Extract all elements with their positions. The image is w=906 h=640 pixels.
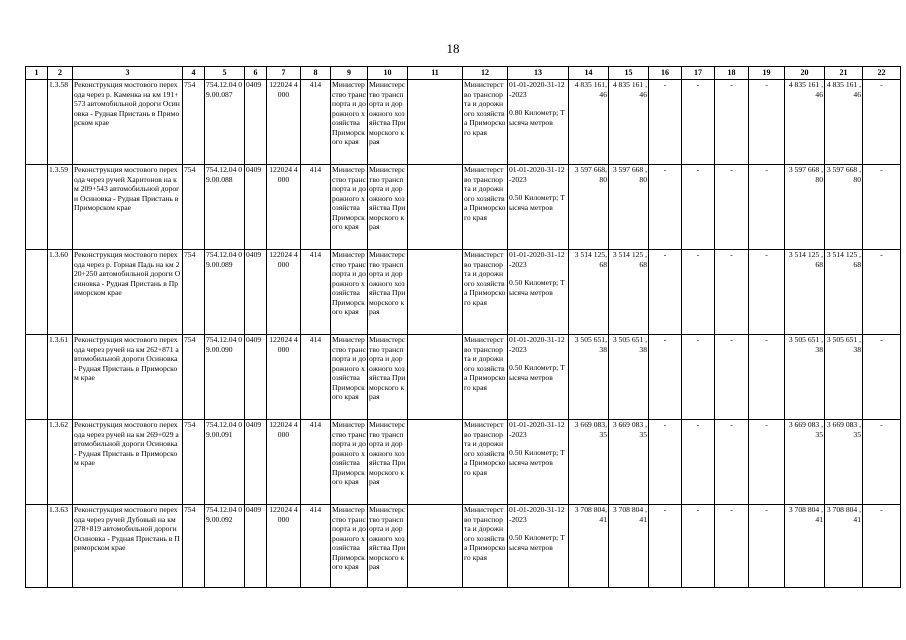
table-cell xyxy=(26,335,48,420)
table-cell xyxy=(508,250,569,335)
page-number: 18 xyxy=(446,41,460,56)
column-header: 1 xyxy=(26,67,48,80)
table-cell: 122024 4000 xyxy=(267,250,301,335)
table-cell: 0409 xyxy=(245,420,267,505)
table-cell: - xyxy=(749,505,785,588)
column-header: 16 xyxy=(649,67,682,80)
table-cell: 3 669 083, 35 xyxy=(569,420,609,505)
table-cell: - xyxy=(715,505,749,588)
table-row xyxy=(26,505,901,588)
table-cell: 754.12.04 09.00.089 xyxy=(205,250,245,335)
table-cell: 3 514 125 ,68 xyxy=(825,250,863,335)
table-row xyxy=(26,250,901,335)
table-cell: 3 708 804 ,41 xyxy=(609,505,649,588)
period-text: 01-01-2020-31-12-2023 xyxy=(509,165,565,184)
table-cell: - xyxy=(649,420,682,505)
table-cell: 122024 4000 xyxy=(267,335,301,420)
table-cell: Реконструкция мостового перехода через ручей на км 262+871 автомобильной дороги Осиновка - Рудная Пристань в Приморском крае xyxy=(73,335,183,420)
table-cell: Министерство транспорта и дорожного хозяйства Приморского края xyxy=(331,505,368,588)
table-cell: 3 505 651 ,38 xyxy=(785,335,825,420)
table-row xyxy=(26,80,901,165)
table-cell: Реконструкция мостового перехода через ручей на км 269+029 автомобильной дороги Осиновка - Рудная Пристань в Приморском крае xyxy=(73,420,183,505)
table-cell: 754 xyxy=(183,165,205,250)
table-cell: - xyxy=(863,250,901,335)
table-cell: Министерство транспорта и дорожного хозяйства Приморского края xyxy=(463,505,508,588)
table-cell: 3 597 668 ,80 xyxy=(825,165,863,250)
table-cell: Министерство транспорта и дорожного хозяйства Приморского края xyxy=(368,505,408,588)
table-cell: - xyxy=(682,80,715,165)
table-cell: - xyxy=(649,335,682,420)
table-cell: Министерство транспорта и дорожного хозяйства Приморского края xyxy=(368,165,408,250)
table-cell: 3 597 668, 80 xyxy=(569,165,609,250)
table-cell: 0409 xyxy=(245,80,267,165)
table-cell: - xyxy=(649,250,682,335)
table-cell: 1.3.63 xyxy=(48,505,73,588)
table-cell: 414 xyxy=(301,420,331,505)
column-header: 10 xyxy=(368,67,408,80)
capacity-text: 0.50 Километр; Тысяча метров xyxy=(509,278,565,297)
table-cell: Министерство транспорта и дорожного хозяйства Приморского края xyxy=(368,80,408,165)
table-cell: 1.3.61 xyxy=(48,335,73,420)
table-cell: - xyxy=(749,165,785,250)
column-header: 17 xyxy=(682,67,715,80)
column-header: 8 xyxy=(301,67,331,80)
header-row xyxy=(26,67,901,80)
table-cell: - xyxy=(682,335,715,420)
table-cell: 414 xyxy=(301,80,331,165)
column-header: 7 xyxy=(267,67,301,80)
table-cell: Министерство транспорта и дорожного хозяйства Приморского края xyxy=(331,165,368,250)
table-cell: 414 xyxy=(301,505,331,588)
table-cell: 0409 xyxy=(245,165,267,250)
table-cell: 0409 xyxy=(245,250,267,335)
table-cell: - xyxy=(863,165,901,250)
table-cell: - xyxy=(863,505,901,588)
table-cell xyxy=(408,250,463,335)
table-cell: - xyxy=(749,335,785,420)
table-cell: 3 669 083 ,35 xyxy=(609,420,649,505)
table-cell: 122024 4000 xyxy=(267,80,301,165)
table-cell: 754.12.04 09.00.092 xyxy=(205,505,245,588)
table-cell xyxy=(26,165,48,250)
table-cell: - xyxy=(682,505,715,588)
table-cell: - xyxy=(863,335,901,420)
table-cell: 4 835 161, 46 xyxy=(569,80,609,165)
table-cell: 4 835 161 ,46 xyxy=(785,80,825,165)
table-cell: 1.3.58 xyxy=(48,80,73,165)
table-cell: Реконструкция мостового перехода через р. Каменка на км 191+573 автомобильной дороги Осиновка - Рудная Пристань в Приморском крае xyxy=(73,80,183,165)
capacity-text: 0.50 Километр; Тысяча метров xyxy=(509,533,565,552)
table-cell: 3 505 651 ,38 xyxy=(609,335,649,420)
table-cell: - xyxy=(649,80,682,165)
column-header: 22 xyxy=(863,67,901,80)
table-cell xyxy=(508,505,569,588)
capacity-text: 0.50 Километр; Тысяча метров xyxy=(509,448,565,467)
table-cell: 1.3.60 xyxy=(48,250,73,335)
register-table xyxy=(25,66,901,588)
table-cell xyxy=(26,505,48,588)
table-cell: 1.3.59 xyxy=(48,165,73,250)
column-header: 5 xyxy=(205,67,245,80)
table-cell: 3 708 804 ,41 xyxy=(825,505,863,588)
column-header: 18 xyxy=(715,67,749,80)
table-cell: 414 xyxy=(301,250,331,335)
table-cell: 3 514 125 ,68 xyxy=(785,250,825,335)
table-cell: 4 835 161 ,46 xyxy=(609,80,649,165)
table-cell: Министерство транспорта и дорожного хозяйства Приморского края xyxy=(368,250,408,335)
table-cell: 3 708 804 ,41 xyxy=(785,505,825,588)
table-cell: Министерство транспорта и дорожного хозяйства Приморского края xyxy=(463,250,508,335)
table-cell: Реконструкция мостового перехода через р. Горная Падь на км 220+250 автомобильной дороги Осиновка - Рудная Пристань в Приморском крае xyxy=(73,250,183,335)
table-cell: 3 597 668 ,80 xyxy=(609,165,649,250)
table-cell xyxy=(408,335,463,420)
table-cell: - xyxy=(682,250,715,335)
column-header: 15 xyxy=(609,67,649,80)
table-cell: 754 xyxy=(183,420,205,505)
table-cell: 122024 4000 xyxy=(267,505,301,588)
table-cell: - xyxy=(715,335,749,420)
table-cell xyxy=(508,420,569,505)
table-cell: - xyxy=(715,165,749,250)
table-cell: 414 xyxy=(301,335,331,420)
table-cell: 754 xyxy=(183,80,205,165)
column-header: 9 xyxy=(331,67,368,80)
period-text: 01-01-2020-31-12-2023 xyxy=(509,335,565,354)
table-cell: 754.12.04 09.00.088 xyxy=(205,165,245,250)
table-cell: 3 597 668 ,80 xyxy=(785,165,825,250)
table-cell xyxy=(408,505,463,588)
capacity-text: 0.50 Километр; Тысяча метров xyxy=(509,193,565,212)
period-text: 01-01-2020-31-12-2023 xyxy=(509,250,565,269)
column-header: 12 xyxy=(463,67,508,80)
table-cell: Министерство транспорта и дорожного хозяйства Приморского края xyxy=(463,80,508,165)
table-row xyxy=(26,420,901,505)
table-cell: - xyxy=(715,420,749,505)
column-header: 21 xyxy=(825,67,863,80)
table-cell xyxy=(26,250,48,335)
table-cell: Реконструкция мостового перехода через ручей Харитонов на км 209+543 автомобильной дороги Осиновка - Рудная Пристань в Приморском крае xyxy=(73,165,183,250)
table-cell: 122024 4000 xyxy=(267,165,301,250)
table-cell xyxy=(408,165,463,250)
table-cell xyxy=(26,80,48,165)
table-cell: - xyxy=(863,420,901,505)
table-cell: 754.12.04 09.00.090 xyxy=(205,335,245,420)
column-header: 6 xyxy=(245,67,267,80)
table-body xyxy=(26,80,901,588)
table-cell: 3 669 083 ,35 xyxy=(825,420,863,505)
table-cell: Министерство транспорта и дорожного хозяйства Приморского края xyxy=(463,335,508,420)
table-cell xyxy=(508,165,569,250)
column-header: 11 xyxy=(408,67,463,80)
table-cell: 4 835 161 ,46 xyxy=(825,80,863,165)
table-cell: - xyxy=(749,420,785,505)
table-cell: Министерство транспорта и дорожного хозяйства Приморского края xyxy=(331,250,368,335)
table-cell: 1.3.62 xyxy=(48,420,73,505)
table-cell: Министерство транспорта и дорожного хозяйства Приморского края xyxy=(331,80,368,165)
column-header: 2 xyxy=(48,67,73,80)
table-cell: 3 505 651 ,38 xyxy=(825,335,863,420)
table-cell xyxy=(508,335,569,420)
table-row xyxy=(26,165,901,250)
table-cell: 754 xyxy=(183,335,205,420)
capacity-text: 0.80 Километр; Тысяча метров xyxy=(509,108,565,127)
column-header: 4 xyxy=(183,67,205,80)
table-cell: Министерство транспорта и дорожного хозяйства Приморского края xyxy=(331,335,368,420)
table-cell: 3 505 651, 38 xyxy=(569,335,609,420)
table-cell: 414 xyxy=(301,165,331,250)
table-cell: - xyxy=(749,80,785,165)
table-cell: Министерство транспорта и дорожного хозяйства Приморского края xyxy=(368,420,408,505)
table-cell: 3 514 125 ,68 xyxy=(609,250,649,335)
table-cell: 3 514 125, 68 xyxy=(569,250,609,335)
table-cell: - xyxy=(649,505,682,588)
table-cell xyxy=(408,80,463,165)
column-header: 3 xyxy=(73,67,183,80)
table-cell xyxy=(408,420,463,505)
table-cell: - xyxy=(863,80,901,165)
column-header: 20 xyxy=(785,67,825,80)
table-cell: 754 xyxy=(183,505,205,588)
table-cell: - xyxy=(682,420,715,505)
table-cell: - xyxy=(715,250,749,335)
period-text: 01-01-2020-31-12-2023 xyxy=(509,505,565,524)
table-cell: 754 xyxy=(183,250,205,335)
table-cell: - xyxy=(682,165,715,250)
period-text: 01-01-2020-31-12-2023 xyxy=(509,420,565,439)
period-text: 01-01-2020-31-12-2023 xyxy=(509,80,565,99)
table-cell: 122024 4000 xyxy=(267,420,301,505)
table-cell: 0409 xyxy=(245,335,267,420)
table-cell: - xyxy=(749,250,785,335)
table-row xyxy=(26,335,901,420)
table-cell: 754.12.04 09.00.091 xyxy=(205,420,245,505)
table-cell xyxy=(26,420,48,505)
capacity-text: 0.50 Километр; Тысяча метров xyxy=(509,363,565,382)
table-cell: Министерство транспорта и дорожного хозяйства Приморского края xyxy=(331,420,368,505)
table-cell: Министерство транспорта и дорожного хозяйства Приморского края xyxy=(368,335,408,420)
table-cell: - xyxy=(649,165,682,250)
table-cell: Министерство транспорта и дорожного хозяйства Приморского края xyxy=(463,165,508,250)
table-cell: Реконструкция мостового перехода через ручей Дубовый на км 278+819 автомобильной дороги Осиновка - Рудная Пристань в Приморском крае xyxy=(73,505,183,588)
table-cell: 754.12.04 09.00.087 xyxy=(205,80,245,165)
table-cell: 3 669 083 ,35 xyxy=(785,420,825,505)
table-cell: - xyxy=(715,80,749,165)
table-cell: Министерство транспорта и дорожного хозяйства Приморского края xyxy=(463,420,508,505)
table-cell: 3 708 804, 41 xyxy=(569,505,609,588)
column-header: 14 xyxy=(569,67,609,80)
column-header: 19 xyxy=(749,67,785,80)
table-cell xyxy=(508,80,569,165)
column-header: 13 xyxy=(508,67,569,80)
table-cell: 0409 xyxy=(245,505,267,588)
